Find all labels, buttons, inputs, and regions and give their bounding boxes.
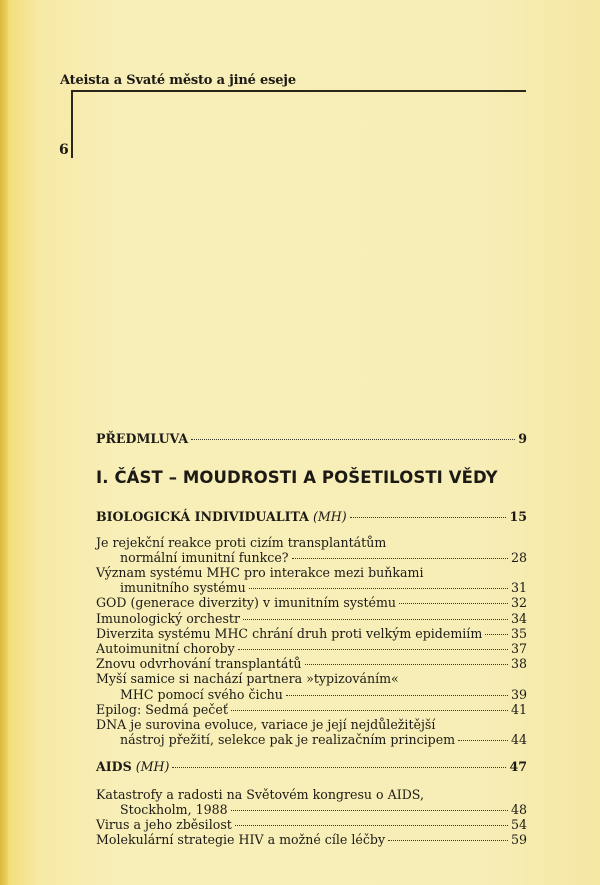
dot-leader [388, 840, 508, 841]
toc-line [96, 641, 527, 656]
section-author: (MH) [135, 759, 170, 775]
toc-line [96, 565, 527, 580]
toc-entry [96, 595, 527, 610]
toc-entry [96, 702, 527, 717]
toc-entry-preface [96, 431, 527, 446]
entry-page: 31 [510, 580, 527, 596]
toc-entry [96, 535, 527, 565]
dot-leader [286, 695, 508, 696]
entry-title: DNA je surovina evoluce, variace je její nejdůležitější [96, 717, 436, 733]
dot-leader [235, 825, 508, 826]
toc-line [96, 717, 527, 732]
toc-entry [96, 832, 527, 847]
dot-leader [292, 558, 508, 559]
dot-leader [231, 710, 508, 711]
entry-page: 34 [510, 610, 527, 626]
dot-leader [243, 619, 508, 620]
toc-entry [96, 611, 527, 626]
dot-leader [231, 810, 508, 811]
page-number: 6 [59, 142, 69, 158]
toc-line [96, 535, 527, 550]
entry-title-continued: normální imunitní funkce? [120, 549, 289, 565]
toc-line [96, 732, 527, 747]
toc-line [96, 687, 527, 702]
toc-line [96, 595, 527, 610]
dot-leader [249, 588, 508, 589]
section-page: 47 [509, 759, 527, 775]
page-edge [0, 0, 8, 885]
entry-page: 59 [510, 832, 527, 848]
header-rule [71, 90, 526, 92]
entry-page: 32 [510, 595, 527, 611]
toc-entry [96, 656, 527, 671]
entry-title-continued: nástroj přežití, selekce pak je realizačním principem [120, 732, 456, 748]
section-title: BIOLOGICKÁ INDIVIDUALITA [96, 509, 309, 525]
entry-title: Katastrofy a radosti na Světovém kongresu o AIDS, [96, 786, 424, 802]
entry-title: Autoimunitní choroby [96, 641, 235, 657]
section-author: (MH) [312, 509, 347, 525]
dot-leader [305, 664, 508, 665]
entry-page: 38 [510, 656, 527, 672]
toc-section-heading [96, 509, 527, 524]
entry-title: Epilog: Sedmá pečeť [96, 701, 228, 717]
toc-line [96, 787, 527, 802]
entry-title-continued: MHC pomocí svého čichu [120, 686, 283, 702]
entry-page: 54 [510, 817, 527, 833]
toc-section-heading [96, 759, 527, 774]
toc-line [96, 656, 527, 671]
entry-title: Znovu odvrhování transplantátů [96, 656, 302, 672]
toc-line [96, 802, 527, 817]
entry-title: Myší samice si nachází partnera »typizováním« [96, 671, 399, 687]
dot-leader [485, 634, 508, 635]
dot-leader [350, 517, 507, 518]
section-title: AIDS [96, 759, 132, 775]
entry-title-continued: Stockholm, 1988 [120, 801, 228, 817]
toc-line [96, 580, 527, 595]
entry-title: GOD (generace diverzity) v imunitním systému [96, 595, 397, 611]
toc-line [96, 550, 527, 565]
entry-page: 44 [510, 732, 527, 748]
toc-line [96, 611, 527, 626]
entry-title: Molekulární strategie HIV a možné cíle léčby [96, 832, 386, 848]
entry-page: 41 [510, 701, 527, 717]
margin-rule [71, 90, 73, 158]
dot-leader [172, 767, 506, 768]
entry-page: 39 [510, 686, 527, 702]
section-entries [96, 535, 527, 748]
entry-title: Význam systému MHC pro interakce mezi buňkami [96, 565, 424, 581]
entry-title-continued: imunitního systému [120, 580, 246, 596]
toc-line [96, 832, 527, 847]
entry-page: 37 [510, 641, 527, 657]
table-of-contents [96, 431, 527, 847]
dot-leader [191, 439, 515, 440]
entry-page: 48 [510, 801, 527, 817]
toc-line [96, 702, 527, 717]
toc-line [96, 626, 527, 641]
toc-entry [96, 565, 527, 595]
entry-title: Diverzita systému MHC chrání druh proti velkým epidemiím [96, 625, 483, 641]
toc-entry [96, 817, 527, 832]
running-head: Ateista a Svaté město a jiné eseje [60, 73, 296, 88]
entry-page: 35 [510, 625, 527, 641]
section-page: 15 [509, 509, 527, 525]
entry-page: 28 [510, 549, 527, 565]
part-title: I. ČÁST – MOUDROSTI A POŠETILOSTI VĚDY [96, 468, 498, 488]
entry-title: PŘEDMLUVA [96, 431, 189, 446]
toc-entry [96, 717, 527, 747]
toc-entry [96, 641, 527, 656]
toc-line [96, 817, 527, 832]
entry-title: Virus a jeho zběsilost [96, 817, 232, 833]
entry-page: 9 [518, 431, 527, 446]
toc-line [96, 671, 527, 686]
toc-entry [96, 626, 527, 641]
toc-entry [96, 787, 527, 817]
dot-leader [458, 740, 508, 741]
toc-entry [96, 671, 527, 701]
entry-title: Imunologický orchestr [96, 610, 240, 626]
dot-leader [238, 649, 508, 650]
entry-title: Je rejekční reakce proti cizím transplantátům [96, 534, 387, 550]
section-entries [96, 787, 527, 848]
dot-leader [399, 603, 508, 604]
